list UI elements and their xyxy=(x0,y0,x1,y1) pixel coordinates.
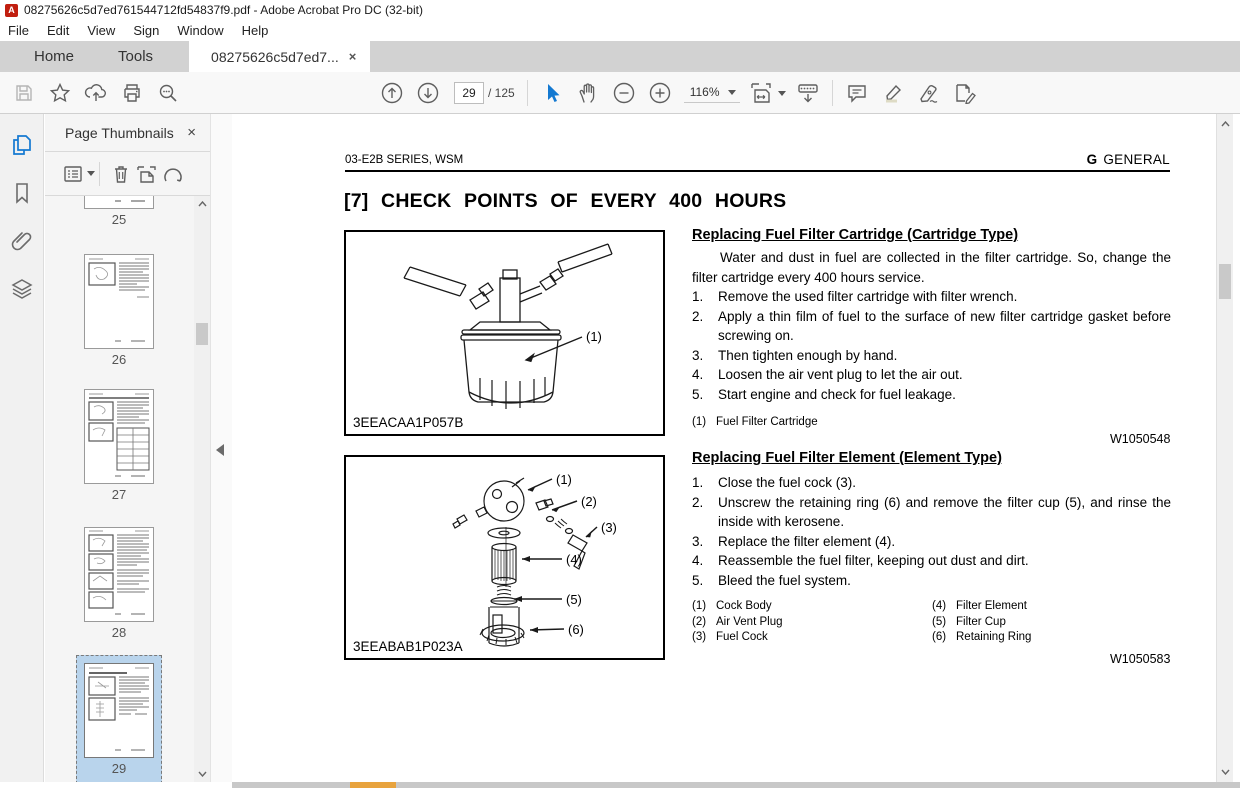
sign-button[interactable] xyxy=(911,76,947,110)
thumbnail-options-button[interactable] xyxy=(61,161,87,187)
page-header-right xyxy=(1087,152,1170,167)
title-bar xyxy=(0,0,1240,20)
section2-heading: Replacing Fuel Filter Element (Element Type) xyxy=(692,450,1002,466)
comment-button[interactable] xyxy=(839,76,875,110)
legend-number: (1) xyxy=(692,416,707,428)
chevron-down-icon xyxy=(87,171,95,176)
menu-file[interactable]: File xyxy=(8,23,29,38)
step-number: 5. xyxy=(692,572,704,588)
page-thumbnails-panel xyxy=(45,114,210,782)
pages-icon xyxy=(10,133,34,157)
section1-intro: Water and dust in fuel are collected in the filter cartridge. So, change the filter cartridge every 400 hours service. xyxy=(692,250,1171,285)
zoom-in-button[interactable] xyxy=(642,76,678,110)
section2-code: W1050583 xyxy=(1110,652,1171,666)
scroll-up-icon[interactable] xyxy=(1217,116,1233,132)
tab-document-label: 08275626c5d7ed7... xyxy=(211,48,339,65)
legend-label: Fuel Cock xyxy=(716,631,768,643)
thumbnail-page-28[interactable] xyxy=(84,527,154,640)
tab-document[interactable] xyxy=(189,41,370,72)
scroll-down-icon[interactable] xyxy=(194,766,210,782)
step-text: Reassemble the fuel filter, keeping out dust and dirt. xyxy=(718,553,1029,568)
scrolling-mode-button[interactable] xyxy=(790,76,826,110)
zoom-in-icon xyxy=(648,81,672,105)
step-text: Close the fuel cock (3). xyxy=(718,475,857,490)
figure2-callout-3: (3) xyxy=(601,520,617,535)
toolbar-divider xyxy=(527,80,528,106)
panel-header xyxy=(45,114,210,152)
bookmarks-rail-button[interactable] xyxy=(9,180,35,206)
step-number: 5. xyxy=(692,386,704,402)
panel-collapse-icon[interactable] xyxy=(216,444,224,456)
taskbar-sliver xyxy=(232,782,1240,788)
cloud-upload-icon xyxy=(84,82,108,104)
thumbnail-page-29-selected[interactable] xyxy=(76,655,162,782)
hand-tool-button[interactable] xyxy=(570,76,606,110)
page-header-section-name: GENERAL xyxy=(1103,152,1170,167)
comment-bubble-icon xyxy=(846,82,868,104)
zoom-level-value: 116% xyxy=(689,85,720,99)
zoom-out-icon xyxy=(612,81,636,105)
next-page-button[interactable] xyxy=(410,76,446,110)
fit-width-button[interactable] xyxy=(746,76,790,110)
figure2-callout-2: (2) xyxy=(581,494,597,509)
menu-sign[interactable]: Sign xyxy=(133,23,160,38)
rotate-pages-button[interactable] xyxy=(160,161,186,187)
page-number-input[interactable]: 29 xyxy=(454,82,484,104)
step-text: Apply a thin film of fuel to the surface of new filter cartridge gasket before screwing on. xyxy=(718,308,1171,343)
panel-close-icon[interactable]: × xyxy=(187,124,196,141)
chevron-down-icon xyxy=(778,91,786,96)
scroll-up-icon[interactable] xyxy=(194,196,210,212)
section-element xyxy=(692,450,1171,646)
menu-edit[interactable]: Edit xyxy=(46,23,70,38)
previous-page-button[interactable] xyxy=(374,76,410,110)
step-text: Loosen the air vent plug to let the air out. xyxy=(718,367,963,382)
panel-scrollbar-thumb[interactable] xyxy=(196,323,208,345)
page-thumbnails-rail-button[interactable] xyxy=(9,132,35,158)
search-icon xyxy=(157,82,179,104)
figure2-caption: 3EEABAB1P023A xyxy=(353,639,463,654)
options-list-icon xyxy=(63,164,85,184)
figure-fuel-filter-element xyxy=(344,455,665,660)
step-text: Then tighten enough by hand. xyxy=(718,347,898,363)
legend-number: (3) xyxy=(692,631,707,643)
legend-number: (6) xyxy=(932,631,947,643)
legend-label: Retaining Ring xyxy=(956,631,1032,643)
step-number: 2. xyxy=(692,494,704,510)
select-tool-button[interactable] xyxy=(534,76,570,110)
step-text: Replace the filter element (4). xyxy=(718,533,896,549)
panel-toolbar xyxy=(45,152,210,196)
step-text: Start engine and check for fuel leakage. xyxy=(718,386,956,402)
thumbnail-label: 26 xyxy=(111,352,127,367)
step-number: 4. xyxy=(692,553,704,568)
page-down-icon xyxy=(416,81,440,105)
thumbnail-label: 29 xyxy=(111,761,127,776)
legend-number: (1) xyxy=(692,600,707,612)
save-button[interactable] xyxy=(6,76,42,110)
save-icon xyxy=(14,83,34,103)
rotate-icon xyxy=(162,164,184,184)
figure2-callout-1: (1) xyxy=(556,472,572,487)
legend-label: Air Vent Plug xyxy=(716,615,783,628)
attachments-rail-button[interactable] xyxy=(9,228,35,254)
menu-window[interactable]: Window xyxy=(177,23,224,38)
step-number: 3. xyxy=(692,533,704,549)
tab-bar xyxy=(0,41,1240,72)
zoom-out-button[interactable] xyxy=(606,76,642,110)
taskbar-active-app-sliver xyxy=(350,782,396,788)
thumbnail-label: 25 xyxy=(111,212,127,227)
page-header-left: 03-E2B SERIES, WSM xyxy=(345,154,464,166)
figure2-callout-5: (5) xyxy=(566,592,582,607)
panel-title: Page Thumbnails xyxy=(65,124,174,141)
hand-icon xyxy=(577,82,599,104)
legend-number: (4) xyxy=(932,600,947,612)
legend-label: Cock Body xyxy=(716,600,772,612)
panel-toolbar-divider xyxy=(99,162,100,186)
thumbnail-page-25[interactable] xyxy=(84,196,154,227)
page-scroll-icon xyxy=(796,81,820,105)
page-header-section-letter: G xyxy=(1086,152,1098,167)
tab-home[interactable]: Home xyxy=(34,48,75,65)
document-scrollbar[interactable] xyxy=(1216,114,1233,782)
print-button[interactable] xyxy=(114,76,150,110)
fountain-pen-icon xyxy=(917,82,941,104)
step-number: 3. xyxy=(692,347,704,363)
page-title: [7] CHECK POINTS OF EVERY 400 HOURS xyxy=(344,190,787,212)
figure1-caption: 3EEACAA1P057B xyxy=(353,415,464,430)
delete-pages-button[interactable] xyxy=(108,161,134,187)
section1-code: W1050548 xyxy=(1110,432,1171,446)
main-toolbar xyxy=(0,72,1240,114)
legend-label: Fuel Filter Cartridge xyxy=(716,416,818,428)
figure1-callout-1: (1) xyxy=(586,329,602,344)
star-icon xyxy=(49,82,71,104)
step-number: 1. xyxy=(692,289,704,304)
thumbnail-page-26[interactable] xyxy=(84,254,154,367)
step-number: 4. xyxy=(692,367,704,382)
more-tools-button[interactable] xyxy=(947,76,983,110)
fit-width-icon xyxy=(749,81,775,105)
figure2-callout-4: (4) xyxy=(566,552,582,567)
menu-bar xyxy=(0,20,1240,41)
insert-page-icon xyxy=(136,164,158,184)
toolbar-divider xyxy=(832,80,833,106)
fuel-filter-element-drawing xyxy=(346,457,663,658)
step-number: 1. xyxy=(692,475,704,490)
printer-icon xyxy=(121,82,143,104)
paperclip-icon xyxy=(10,229,34,253)
trash-icon xyxy=(111,164,131,184)
figure-fuel-filter-cartridge xyxy=(344,230,665,436)
document-page xyxy=(232,114,1215,782)
bookmark-icon xyxy=(12,181,32,205)
page-header-rule xyxy=(345,170,1170,172)
legend-number: (2) xyxy=(692,615,707,628)
layers-icon xyxy=(10,277,34,301)
select-cursor-icon xyxy=(542,82,562,104)
highlighter-icon xyxy=(882,82,904,104)
scroll-down-icon[interactable] xyxy=(1217,764,1233,780)
step-text: Remove the used filter cartridge with filter wrench. xyxy=(718,289,1018,304)
panel-scrollbar[interactable] xyxy=(194,196,210,782)
menu-view[interactable]: View xyxy=(87,23,116,38)
share-button[interactable] xyxy=(78,76,114,110)
step-text: Bleed the fuel system. xyxy=(718,572,851,588)
page-up-icon xyxy=(380,81,404,105)
step-number: 2. xyxy=(692,308,704,324)
legend-number: (5) xyxy=(932,615,947,628)
section-cartridge xyxy=(692,227,1171,431)
document-scrollbar-thumb[interactable] xyxy=(1219,264,1231,299)
tab-tools[interactable]: Tools xyxy=(118,48,154,65)
figure2-callout-6: (6) xyxy=(568,622,584,637)
fuel-filter-cartridge-drawing xyxy=(346,232,663,434)
highlight-button[interactable] xyxy=(875,76,911,110)
search-button[interactable] xyxy=(150,76,186,110)
parts-legend xyxy=(692,599,1171,646)
legend-label: Filter Element xyxy=(956,600,1027,612)
page-total-label: / 125 xyxy=(488,86,515,100)
insert-pages-button[interactable] xyxy=(134,161,160,187)
thumbnail-page-27[interactable] xyxy=(84,389,154,502)
navigation-rail xyxy=(0,114,44,782)
acrobat-app-icon: A xyxy=(5,4,18,17)
layers-rail-button[interactable] xyxy=(9,276,35,302)
step-text: Unscrew the retaining ring (6) and remove the filter cup (5), and rinse the inside with kerosene. xyxy=(718,494,1171,529)
zoom-level-dropdown[interactable] xyxy=(684,83,740,103)
window-title: 08275626c5d7ed761544712fd54837f9.pdf - Adobe Acrobat Pro DC (32-bit) xyxy=(24,3,423,17)
star-button[interactable] xyxy=(42,76,78,110)
chevron-down-icon xyxy=(728,90,736,95)
section1-heading: Replacing Fuel Filter Cartridge (Cartridge Type) xyxy=(692,227,1019,243)
tab-close-icon[interactable]: × xyxy=(348,49,357,64)
thumbnail-label: 27 xyxy=(111,487,127,502)
thumbnail-label: 28 xyxy=(111,625,127,640)
panel-resize-strip xyxy=(210,114,232,782)
menu-help[interactable]: Help xyxy=(241,23,269,38)
thumbnail-list xyxy=(45,196,193,782)
legend-label: Filter Cup xyxy=(956,615,1006,628)
edit-page-icon xyxy=(953,82,977,104)
